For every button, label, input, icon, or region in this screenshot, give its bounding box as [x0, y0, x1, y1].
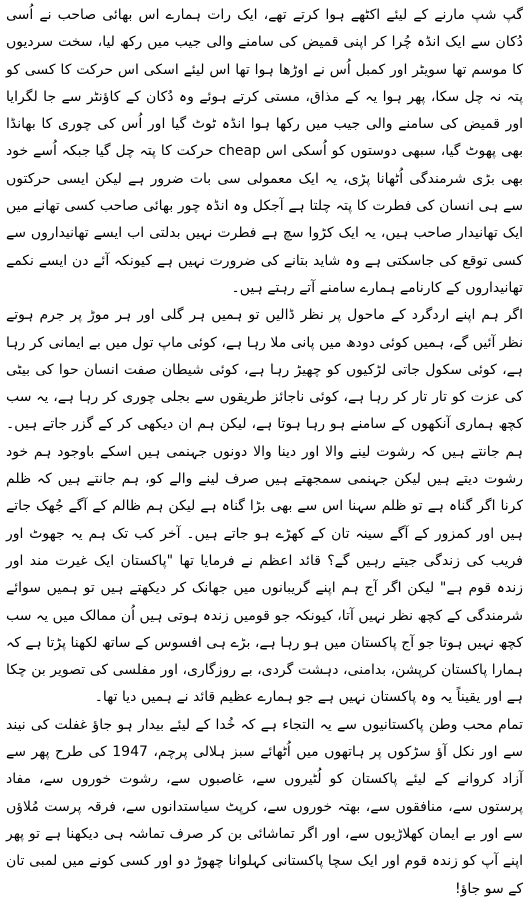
- paragraph-1: گپ شپ مارنے کے لیئے اکٹھے ہوا کرتے تھے، ایک رات ہمارے اس بھائی صاحب نے اُسی دُکان سے ایک انڈہ چُرا کر اپنی قمیض کی سامنے والی جیب میں رکھ لیا، سخت سردیوں کا موسم تھا سویٹر اور کمبل اُس نے اوڑھا ہوا تھا اس لیئے اسکی اس حرکت کا کسی کو پتہ نہ چل سکا، پھر ہوا یہ کے مذاق، مستی کرتے ہوئے وہ دُکان کے کاؤنٹر سے جا لگرایا اور قمیض کی سامنے والی جیب میں رکھا ہوا انڈہ ٹوٹ گیا اور اُس کی چوری کا بھانڈا بھی پھوٹ گیا، سبھی دوستوں کو اُسکی اس cheap حرکت کا پتہ چل گیا جبکہ اُسے خود بھی بڑی شرمندگی اُٹھانا پڑی، یہ ایک معمولی سی بات ضرور ہے لیکن ایسی حرکتوں سے ہی انسان کی فطرت کا پتہ چلتا ہے آجکل وہ انڈہ چور بھائی صاحب کسی تھانے میں ایک تھانیدار صاحب ہیں، یہ ایک کڑوا سچ ہے فطرت نہیں بدلتی اب ایسے تھانیداروں سے کسی توقع کی جاسکتی ہے وہ شاید بتانے کی ضرورت نہیں ہے کیونکہ آئے دن ایسے نکمے تھانیداروں کے کارنامے ہمارے سامنے آتے رہتے ہیں۔: [6, 7, 523, 296]
- article-body: [6, 2, 523, 903]
- paragraph-2: اگر ہم اپنے اردگرد کے ماحول پر نظر ڈالیں تو ہمیں ہر گلی اور ہر موڑ پر جرم ہوتے نظر آئیں گے، ہمیں کوئی دودھ میں پانی ملا رہا ہے، کوئی ماپ تول میں بے ایمانی کر رہا ہے، کوئی سکول جاتی لڑکیوں کو چھیڑ رہا ہے، کوئی شیطان صفت انسان حوا کی بیٹی کی عزت کو تار تار کر رہا ہے، کوئی ناجائز طریقوں سے بجلی چوری کر رہا ہے، یہ سب کچھ ہماری آنکھوں کے سامنے ہو رہا ہوتا ہے، لیکن ہم ان دیکھی کر کے گزر جاتے ہیں۔ ہم جانتے ہیں کہ رشوت لینے والا اور دینا والا دونوں جہنمی ہیں اسکے باوجود ہم خود رشوت دیتے ہیں لیکن جہنمی سمجھتے ہیں صرف لینے والے کو، ہم جانتے ہیں کہ ظلم کرنا اگر گناہ ہے تو ظلم سہنا اس سے بھی بڑا گناہ ہے لیکن ہم ظالم کے آگے جُھک جاتے ہیں اور کمزور کے آگے سینہ تان کے کھڑے ہو جاتے ہیں۔ آخر کب تک ہم یہ جھوٹ اور فریب کی زندگی جیتے رہیں گے؟ قائد اعظم نے فرمایا تھا "پاکستان ایک غیرت مند اور زندہ قوم ہے" لیکن اگر آج ہم اپنے گریبانوں میں جھانک کر دیکھتے ہیں تو ہمیں سوائے شرمندگی کے کچھ نظر نہیں آتا، کیونکہ جو قومیں زندہ ہوتی ہیں اُن ممالک میں یہ سب کچھ نہیں ہوتا جو آج پاکستان میں ہو رہا ہے، بڑے ہی افسوس کے ساتھ لکھنا پڑتا ہے کہ ہمارا پاکستان کرپشن، بدامنی، دہشت گردی، بے روزگاری، اور مفلسی کی تصویر بن چکا ہے اور یقیناً یہ وہ پاکستان نہیں ہے جو ہمارے عظیم قائد نے ہمیں دیا تھا۔: [6, 307, 524, 706]
- paragraph-3: تمام محب وطن پاکستانیوں سے یہ التجاء ہے کہ خُدا کے لیئے بیدار ہو جاؤ غفلت کی نیند سے اور نکل آؤ سڑکوں پر ہاتھوں میں اُٹھائے سبز ہلالی پرچم، 1947 کی طرح پھر سے آزاد کروانے کے لیئے پاکستان کو لُٹیروں سے، غاصبوں سے، رشوت خوروں سے، مفاد پرستوں سے، منافقوں سے، بھتہ خوروں سے، کرپٹ سیاستدانوں سے، فرقہ پرست مُلاؤں سے اور بے ایمان کھلاڑیوں سے، اور اگر تماشائی بن کر صرف تماشہ ہی دیکھنا ہے تو پھر اپنے آپ کو زندہ قوم اور ایک سچا پاکستانی کہلوانا چھوڑ دو اور کسی کونے میں لمبی تان کے سو جاؤ!: [6, 716, 524, 897]
